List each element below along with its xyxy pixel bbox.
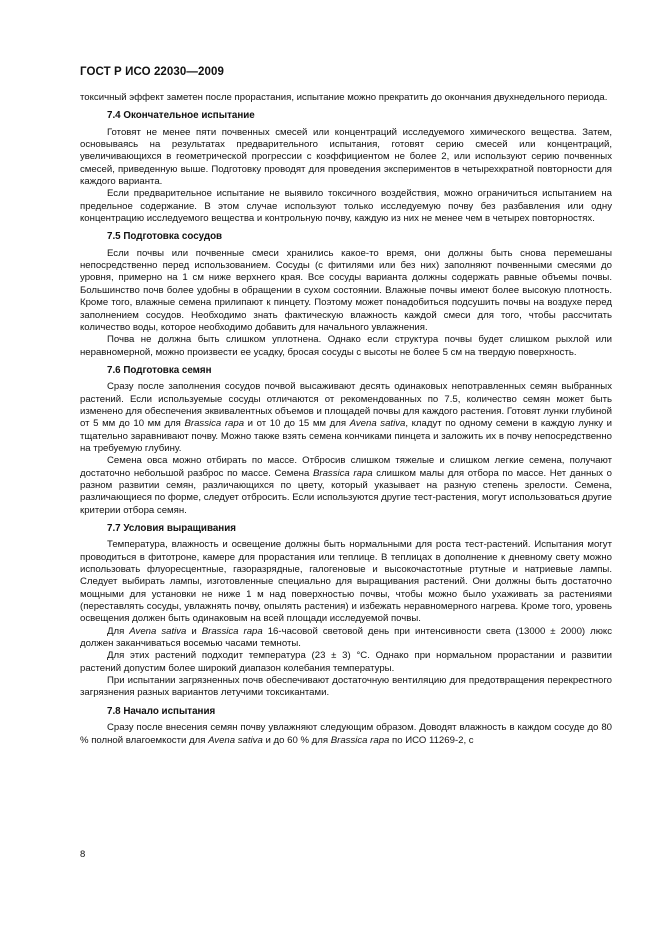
section-heading-7-4: 7.4 Окончательное испытание	[107, 110, 255, 122]
section-heading-7-8: 7.8 Начало испытания	[107, 705, 216, 717]
species-name: Brassica rapa	[184, 418, 245, 430]
text-run: Сразу после заполнения сосудов почвой высаживают десять одинаковых непотравленных семян выбранных растений. Если используемые сосуды отличаются от рекомендованных по 7.5, количество семян может быть изменено для обеспечения эквивалентных объемов и площадей почвы для каждого растения. Готовят лунки глубиной от 5 мм до 10 мм для	[80, 381, 612, 430]
text-run: и	[186, 625, 202, 637]
species-name: Brassica rapa	[330, 734, 390, 746]
species-name: Avena sativa	[129, 625, 187, 637]
paragraph	[80, 381, 612, 455]
section-heading-7-7: 7.7 Условия выращивания	[107, 523, 236, 534]
paragraph: Температура, влажность и освещение должны быть нормальными для роста тест-растений. Испытания могут проводиться в фитотроне, камере для прорастания или теплице. В теплицах в дополнение к дневному свету можно использовать флуоресцентные, газоразрядные, галогеновые и высокочастотные ртутные и натриевые лампы. Следует выбирать лампы, изготовленные специально для выращивания растений. Они должны быть достаточно мощными для установки не ниже 1 м над поверхностью почвы, чтобы можно было ухаживать за растениями (переставлять сосуды, увлажнять почву, опылять растения) и избежать неравномерного нагрева. Кроме того, уровень освещения должен быть одинаковым на всей площади исследуемой почвы.	[80, 539, 612, 625]
paragraph: токсичный эффект заметен после прорастания, испытание можно прекратить до окончания двухнедельного периода.	[80, 92, 608, 103]
paragraph	[80, 722, 612, 747]
species-name: Brassica rapa	[201, 625, 263, 637]
page-number: 8	[80, 849, 86, 860]
paragraph	[80, 626, 612, 651]
text-run: 16-часовой световой день при интенсивности света (13000 ± 2000) люкс должен заканчиваться восемью часами темноты.	[80, 625, 612, 650]
paragraph: Если почвы или почвенные смеси хранились какое-то время, они должны быть снова перемешаны непосредственно перед использованием. Сосуды (с фитилями или без них) заполняют почвенными смесями до уровня, примерно на 1 см ниже верхнего края. Все сосуды варианта должны содержать равные объемы почвы. Большинство почв более удобны в обращении в сухом состоянии. Влажные почвы имеют более высокую плотность. Кроме того, влажные семена прилипают к пинцету. Поэтому может понадобиться подсушить почвы на воздухе перед заполнением сосудов. Необходимо знать фактическую влажность каждой смеси для того, чтобы рассчитать количество воды, которое необходимо добавить для начального увлажнения.	[80, 247, 612, 333]
paragraph: Для этих растений подходит температура (23 ± 3) °С. Однако при нормальном прорастании и развитии растений допустим более широкий диапазон колебания температуры.	[80, 650, 612, 674]
document-header: ГОСТ Р ИСО 22030—2009	[80, 66, 225, 78]
paragraph: Почва не должна быть слишком уплотнена. Однако если структура почвы будет слишком рыхлой или неравномерной, можно произвести ее усадку, бросая сосуды с высоты не более 5 см на твердую поверхность.	[80, 334, 612, 358]
species-name: Avena sativa	[208, 734, 263, 746]
section-heading-7-6: 7.6 Подготовка семян	[107, 364, 212, 376]
text-run: , кладут по одному семени в каждую лунку и тщательно заравнивают почву. Можно также взять семена кончиками пинцета и заложить их в почву непосредственно на требуемую глубину.	[80, 418, 612, 454]
paragraph: Готовят не менее пяти почвенных смесей или концентраций исследуемого химического вещества. Затем, основываясь на результатах предварительного испытания, готовят серию смесей или концентраций, увеличивающихся в геометрической прогрессии с коэффициентом не более 2, или используют серию почвенных смесей, приведенную выше. Подготовку проводят для проведения экспериментов в четырехкратной повторности для каждого варианта.	[80, 126, 612, 188]
text-run: и от 10 до 15 мм для	[244, 418, 350, 430]
paragraph: При испытании загрязненных почв обеспечивают достаточную вентиляцию для предотвращения перекрестного загрязнения разных вариантов летучими токсикантами.	[80, 675, 612, 699]
species-name: Brassica rapa	[312, 467, 373, 479]
paragraph	[80, 455, 612, 517]
paragraph: Если предварительное испытание не выявило токсичного воздействия, можно ограничиться испытанием на предельное содержание. В этом случае используют только исследуемую почву без разбавления или одну концентрацию исследуемого вещества и контрольную почву, каждую из них не менее чем в четырех повторностях.	[80, 188, 612, 225]
text-run: по ИСО 11269-2, с	[389, 734, 474, 746]
text-run: Семена овса можно отбирать по массе. Отбросив слишком тяжелые и слишком легкие семена, получают достаточно небольшой разброс по массе. Семена	[80, 455, 612, 479]
text-run: Сразу после внесения семян почву увлажняют следующим образом. Доводят влажность в каждом сосуде до 80 % полной влагоемкости для	[80, 722, 612, 746]
section-heading-7-5: 7.5 Подготовка сосудов	[107, 231, 223, 243]
document-body	[80, 92, 612, 747]
text-run: слишком малы для отбора по массе. Нет данных о разном развитии семян, различающихся по цвету, который указывает на разную степень зрелости. Семена, различающиеся по форме, следует отбросить. Если используются другие тест-растения, могут использоваться другие критерии отбора семян.	[80, 467, 613, 516]
text-run: и до 60 % для	[262, 734, 331, 746]
species-name: Avena sativa	[349, 418, 406, 430]
text-run: Для	[107, 625, 130, 637]
